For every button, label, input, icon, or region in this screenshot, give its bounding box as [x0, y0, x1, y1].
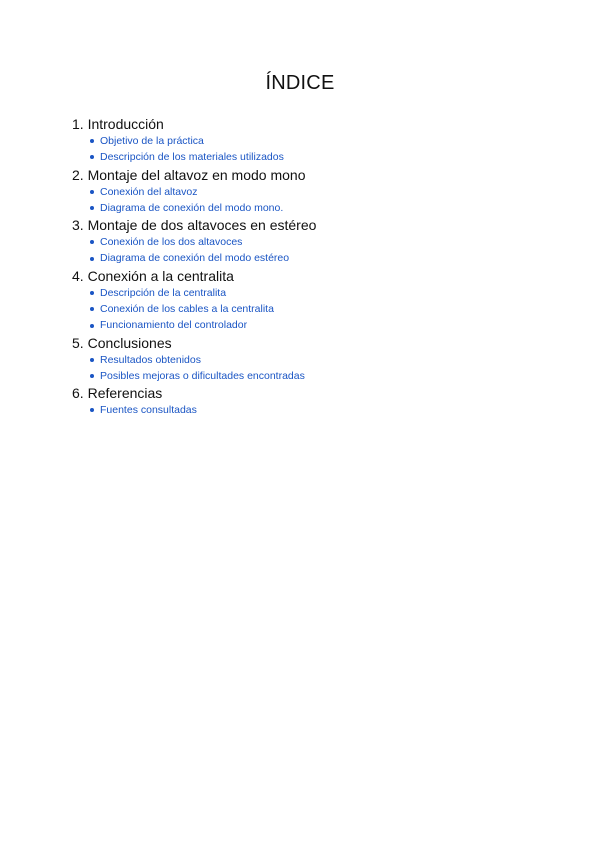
toc-subsection-list [72, 352, 552, 385]
toc-link-funcionamiento-controlador[interactable] [90, 317, 552, 333]
toc-link-label[interactable]: Funcionamiento del controlador [100, 319, 248, 332]
toc-link-diagrama-estereo[interactable] [90, 250, 552, 266]
section-number: 3. [72, 217, 84, 234]
toc-link-diagrama-mono[interactable] [90, 200, 552, 216]
section-label: Conexión a la centralita [87, 267, 234, 284]
toc-link-resultados[interactable] [90, 352, 552, 368]
bullet-icon [90, 291, 94, 295]
toc-link-fuentes[interactable] [90, 402, 552, 418]
bullet-icon [90, 307, 94, 311]
toc-link-label[interactable]: Descripción de los materiales utilizados [100, 151, 284, 164]
toc-link-conexion-dos-altavoces[interactable] [90, 234, 552, 250]
toc-link-conexion-altavoz[interactable] [90, 184, 552, 200]
bullet-icon [90, 240, 94, 244]
toc-link-label[interactable]: Conexión de los cables a la centralita [100, 303, 274, 316]
bullet-icon [90, 190, 94, 194]
section-number: 5. [72, 334, 84, 351]
section-label: Introducción [87, 116, 164, 132]
toc-link-descripcion-centralita[interactable] [90, 285, 552, 301]
toc-link-label[interactable]: Diagrama de conexión del modo estéreo [100, 252, 290, 265]
toc-section-heading [72, 216, 552, 234]
section-number: 1. [72, 116, 84, 132]
section-label: Montaje del altavoz en modo mono [87, 166, 306, 183]
toc-section-referencias [72, 384, 552, 418]
toc-section-heading [72, 267, 552, 285]
bullet-icon [90, 374, 94, 378]
bullet-icon [90, 408, 94, 412]
table-of-contents [72, 115, 552, 419]
toc-section-conclusiones [72, 334, 552, 385]
toc-link-label[interactable]: Fuentes consultadas [100, 404, 197, 417]
toc-subsection-list [72, 133, 552, 166]
section-number: 4. [72, 267, 84, 284]
bullet-icon [90, 324, 94, 328]
toc-section-montaje-estereo [72, 216, 552, 267]
bullet-icon [90, 139, 94, 143]
bullet-icon [90, 358, 94, 362]
toc-link-materiales[interactable] [90, 149, 552, 165]
bullet-icon [90, 155, 94, 159]
section-label: Conclusiones [87, 334, 172, 351]
toc-section-heading [72, 384, 552, 402]
toc-section-centralita [72, 267, 552, 334]
toc-section-heading [72, 166, 552, 184]
toc-subsection-list [72, 234, 552, 267]
toc-subsection-list [72, 285, 552, 334]
toc-link-label[interactable]: Diagrama de conexión del modo mono. [100, 201, 284, 214]
section-number: 6. [72, 385, 84, 402]
toc-link-label[interactable]: Objetivo de la práctica [100, 135, 204, 147]
section-label: Referencias [87, 385, 163, 402]
toc-subsection-list [72, 184, 552, 217]
section-label: Montaje de dos altavoces en estéreo [87, 217, 317, 234]
bullet-icon [90, 206, 94, 210]
toc-link-mejoras[interactable] [90, 368, 552, 384]
toc-section-heading [72, 334, 552, 352]
toc-subsection-list [72, 402, 552, 418]
toc-section-heading [72, 115, 552, 133]
toc-link-label[interactable]: Descripción de la centralita [100, 286, 227, 299]
toc-section-introduccion [72, 115, 552, 166]
section-number: 2. [72, 166, 84, 183]
toc-link-label[interactable]: Posibles mejoras o dificultades encontradas [100, 369, 305, 382]
toc-link-label[interactable]: Conexión del altavoz [100, 185, 198, 198]
bullet-icon [90, 257, 94, 261]
toc-section-montaje-mono [72, 166, 552, 217]
toc-link-objetivo[interactable] [90, 133, 552, 149]
toc-link-label[interactable]: Resultados obtenidos [100, 353, 201, 366]
toc-link-conexion-cables[interactable] [90, 301, 552, 317]
page-title: ÍNDICE [265, 72, 335, 94]
toc-link-label[interactable]: Conexión de los dos altavoces [100, 236, 243, 249]
